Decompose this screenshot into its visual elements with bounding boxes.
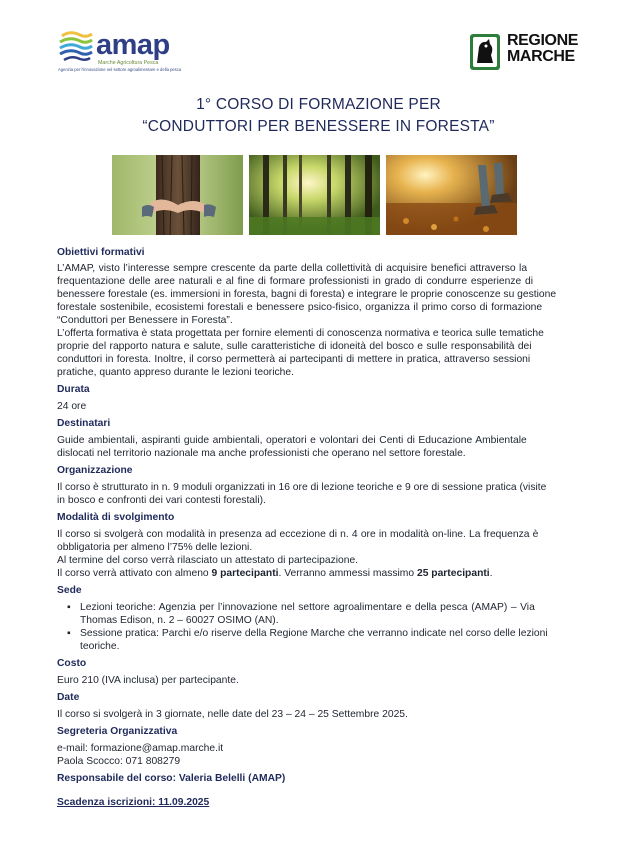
scadenza-iscrizioni: Scadenza iscrizioni: 11.09.2025	[57, 797, 210, 808]
organizzazione-line2: in bosco e confronti dei vari contesti forestali).	[57, 495, 266, 506]
responsabile-corso: Responsabile del corso: Valeria Belelli (AMAP)	[57, 773, 286, 784]
heading-destinatari: Destinatari	[57, 418, 111, 429]
regione-marche-shield-icon	[469, 33, 501, 71]
destinatari-line1: Guide ambientali, aspiranti guide ambientali, operatori e volontari dei Centi di Educazione Ambientale	[57, 435, 527, 446]
obiettivi-p2-line4: pratiche, quanto appreso durante le lezioni teoriche.	[57, 367, 294, 378]
heading-segreteria: Segreteria Organizzativa	[57, 726, 178, 737]
durata-value: 24 ore	[57, 401, 87, 412]
costo-value: Euro 210 (IVA inclusa) per partecipante.	[57, 675, 239, 686]
sede-item2-line2: teoriche.	[80, 641, 120, 652]
heading-sede: Sede	[57, 585, 82, 596]
amap-subtitle: Marche Agricoltura Pesca	[98, 60, 159, 66]
course-title-line-1: 1° CORSO DI FORMAZIONE PER	[196, 96, 441, 113]
modalita-line2: obbligatoria per almeno l’75% delle lezioni.	[57, 542, 253, 553]
heading-organizzazione: Organizzazione	[57, 465, 133, 476]
heading-date: Date	[57, 692, 80, 703]
regione-marche-text	[507, 33, 578, 65]
obiettivi-p2-line3: conduttori in foresta. Inoltre, il corso permetterà ai partecipanti di mettere in pratica, attraverso sessioni	[57, 354, 531, 365]
modalita-line4	[57, 567, 582, 580]
obiettivi-p1-line2: frequentazione delle aree naturali e al fine di formare professionisti in grado di condurre esperienze di	[57, 276, 533, 287]
photo-tree-hug	[112, 155, 243, 235]
modalita-line4-e: .	[489, 568, 493, 579]
segreteria-email[interactable]: e-mail: formazione@amap.marche.it	[57, 743, 224, 754]
obiettivi-p1-line3: benessere forestale (es. immersioni in foresta, bagni di foresta) e integrare le proprie conoscenze su gestione	[57, 289, 557, 300]
date-value: Il corso si svolgerà in 3 giornate, nelle date del 23 – 24 – 25 Settembre 2025.	[57, 709, 408, 720]
obiettivi-p2-line2: proprie del rapporto natura e salute, sulle caratteristiche di idoneità del bosco e sulle responsabilità dei	[57, 341, 532, 352]
segreteria-phone: Paola Scocco: 071 808279	[57, 756, 181, 767]
bullet-1: ▪	[67, 602, 71, 613]
heading-durata: Durata	[57, 384, 90, 395]
amap-wave-icon	[58, 30, 94, 64]
region-line-2: MARCHE	[507, 48, 575, 65]
min-participants: 9 partecipanti	[211, 568, 279, 579]
regione-marche-logo	[469, 33, 584, 73]
course-title-line-2: “CONDUTTORI PER BENESSERE IN FORESTA”	[142, 118, 495, 135]
destinatari-line2: dislocati nel territorio nazionale ma anche professionisti che operano nel settore forestale.	[57, 448, 466, 459]
obiettivi-p1-line4: forestale sostenibile, ecosistemi forestali e benessere psico-fisico, organizza il primo corso di formazione	[57, 302, 543, 313]
modalita-line3: Al termine del corso verrà rilasciato un attestato di partecipazione.	[57, 555, 359, 566]
sede-item2-line1: Sessione pratica: Parchi e/o riserve della Regione Marche che verranno indicate nel corso delle lezioni	[80, 628, 548, 639]
amap-logo	[58, 30, 198, 74]
max-participants: 25 partecipanti	[416, 568, 490, 579]
amap-tagline: Agenzia per l'innovazione nel settore agroalimentare e della pesca	[58, 67, 182, 72]
bullet-2: ▪	[67, 628, 71, 639]
modalita-line4-a: Il corso verrà attivato con almeno	[57, 568, 212, 579]
heading-costo: Costo	[57, 658, 87, 669]
modalita-line1: Il corso si svolgerà con modalità in presenza ad eccezione di n. 4 ore in modalità on-line. La frequenza è	[57, 529, 539, 540]
organizzazione-line1: Il corso è strutturato in n. 9 moduli organizzati in 16 ore di lezione teoriche e 9 ore di sessione pratica (visite	[57, 482, 547, 493]
region-line-1: REGIONE	[507, 32, 578, 49]
obiettivi-p2-line1: L’offerta formativa è stata progettata per fornire elementi di conoscenza normativa e teorica sulle tematiche	[57, 328, 544, 339]
modalita-line4-c: . Verranno ammessi massimo	[278, 568, 417, 579]
obiettivi-p1-line5: “Conduttori per Benessere in Foresta”.	[57, 315, 233, 326]
heading-obiettivi: Obiettivi formativi	[57, 247, 145, 258]
heading-modalita: Modalità di svolgimento	[57, 512, 175, 523]
photo-forest-walk	[386, 155, 517, 235]
sede-item1-line1: Lezioni teoriche: Agenzia per l’innovazione nel settore agroalimentare e della pesca (AMAP) – Via	[80, 602, 535, 613]
photo-forest-sunlight	[249, 155, 380, 235]
sede-item1-line2: Thomas Edison, n. 2 – 60027 OSIMO (AN).	[80, 615, 279, 626]
obiettivi-p1-line1: L’AMAP, visto l’interesse sempre crescente da parte della collettività di acquisire benefici attraverso la	[57, 263, 528, 274]
amap-wordmark: amap	[96, 29, 170, 61]
